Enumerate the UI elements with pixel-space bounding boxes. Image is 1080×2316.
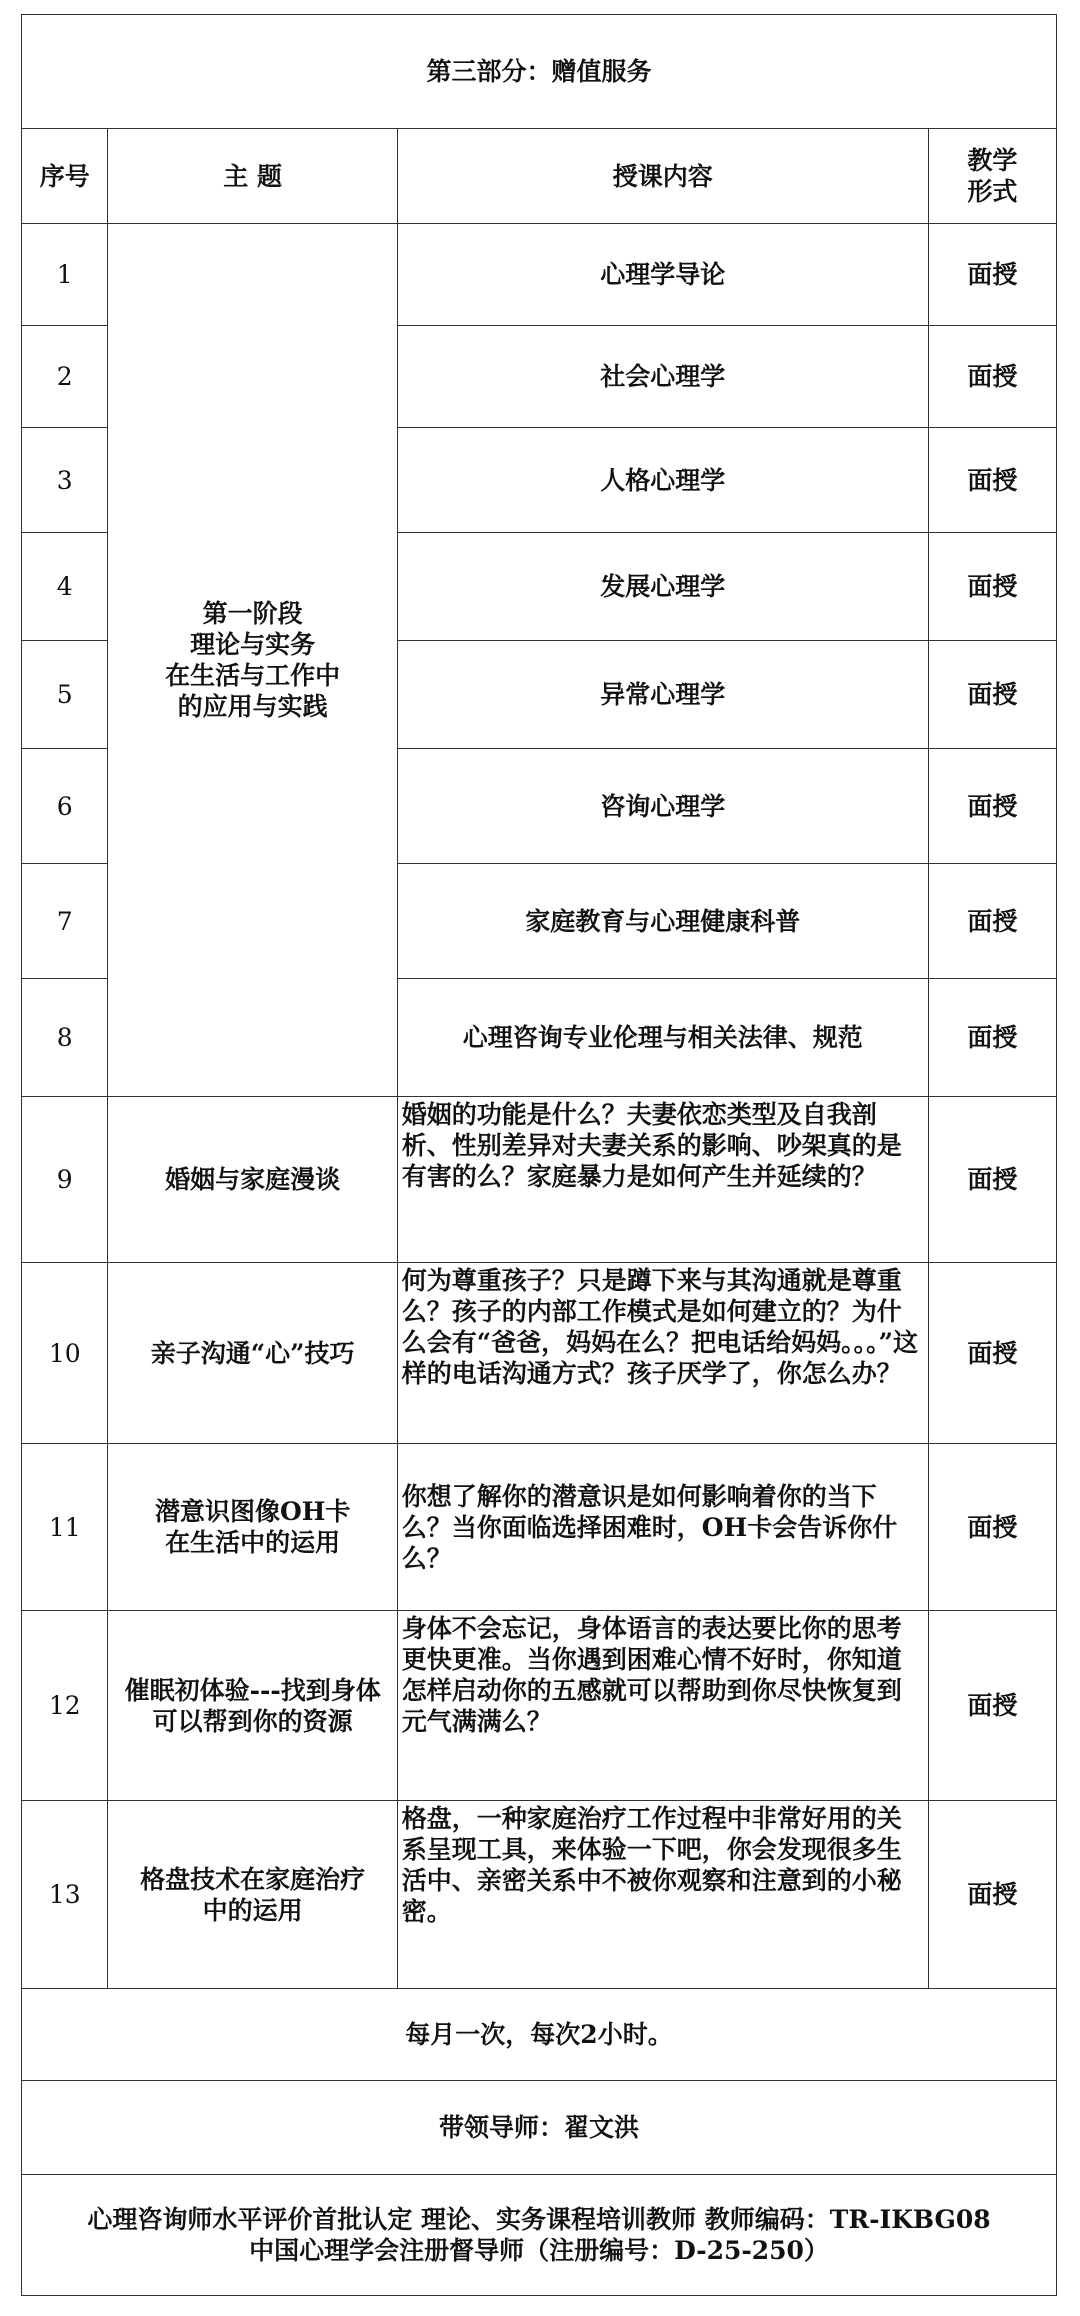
stage-line: 的应用与实践 — [177, 692, 328, 721]
course-table — [21, 14, 1057, 2296]
row-content: 家庭教育与心理健康科普 — [397, 864, 928, 979]
topic-line: 在生活中的运用 — [165, 1528, 341, 1557]
row-topic — [108, 1097, 397, 1263]
row-form: 面授 — [928, 641, 1056, 749]
row-form: 面授 — [928, 979, 1056, 1097]
header-seq: 序号 — [22, 129, 108, 224]
row-form: 面授 — [928, 749, 1056, 864]
row-content: 发展心理学 — [397, 533, 928, 641]
table-row — [22, 1611, 1057, 1801]
row-content: 心理学导论 — [397, 224, 928, 326]
row-topic — [108, 1263, 397, 1444]
table-row — [22, 1801, 1057, 1989]
schedule-note: 每月一次，每次2小时。 — [22, 1989, 1057, 2081]
row-content: 人格心理学 — [397, 428, 928, 533]
row-seq: 2 — [22, 326, 108, 428]
row-content: 何为尊重孩子？只是蹲下来与其沟通就是尊重么？孩子的内部工作模式是如何建立的？为什么会有“爸爸，妈妈在么？把电话给妈妈。。。”这样的电话沟通方式？孩子厌学了，你怎么办？ — [397, 1263, 928, 1444]
topic-line: 亲子沟通“心”技巧 — [150, 1338, 355, 1368]
topic-line: 潜意识图像OH卡 — [154, 1497, 351, 1526]
table-title: 第三部分：赠值服务 — [22, 15, 1057, 129]
row-seq: 13 — [22, 1801, 108, 1989]
row-seq: 1 — [22, 224, 108, 326]
row-topic — [108, 1611, 397, 1801]
row-content: 格盘，一种家庭治疗工作过程中非常好用的关系呈现工具，来体验一下吧，你会发现很多生活中、亲密关系中不被你观察和注意到的小秘密。 — [397, 1801, 928, 1989]
row-form: 面授 — [928, 224, 1056, 326]
header-topic: 主 题 — [108, 129, 397, 224]
row-topic — [108, 1801, 397, 1989]
credential-line: 中国心理学会注册督导师（注册编号：D-25-250） — [249, 2236, 829, 2265]
row-seq: 10 — [22, 1263, 108, 1444]
row-form: 面授 — [928, 428, 1056, 533]
row-form: 面授 — [928, 533, 1056, 641]
table-row — [22, 1444, 1057, 1611]
table-row — [22, 224, 1057, 326]
row-content: 心理咨询专业伦理与相关法律、规范 — [397, 979, 928, 1097]
mentor-name: 带领导师：翟文洪 — [22, 2081, 1057, 2175]
row-form: 面授 — [928, 1801, 1056, 1989]
row-content: 咨询心理学 — [397, 749, 928, 864]
stage-line: 理论与实务 — [190, 630, 316, 659]
row-form: 面授 — [928, 1444, 1056, 1611]
row-form: 面授 — [928, 1097, 1056, 1263]
topic-line: 催眠初体验---找到身体 — [124, 1675, 381, 1705]
stage-line: 第一阶段 — [202, 599, 303, 628]
row-seq: 4 — [22, 533, 108, 641]
row-topic — [108, 1444, 397, 1611]
row-seq: 5 — [22, 641, 108, 749]
topic-line: 格盘技术在家庭治疗 — [140, 1864, 366, 1894]
header-form — [928, 129, 1056, 224]
credential-line: 心理咨询师水平评价首批认定 理论、实务课程培训教师 教师编码：TR-IKBG08 — [87, 2205, 991, 2234]
header-content: 授课内容 — [397, 129, 928, 224]
row-seq: 9 — [22, 1097, 108, 1263]
row-content: 异常心理学 — [397, 641, 928, 749]
row-form: 面授 — [928, 326, 1056, 428]
row-form: 面授 — [928, 1263, 1056, 1444]
header-form-line2: 形式 — [967, 177, 1018, 206]
mentor-credentials — [22, 2175, 1057, 2296]
table-row — [22, 1263, 1057, 1444]
row-seq: 12 — [22, 1611, 108, 1801]
row-content: 身体不会忘记，身体语言的表达要比你的思考更快更准。当你遇到困难心情不好时，你知道怎样启动你的五感就可以帮助到你尽快恢复到元气满满么？ — [397, 1611, 928, 1801]
row-seq: 11 — [22, 1444, 108, 1611]
row-seq: 8 — [22, 979, 108, 1097]
topic-line: 婚姻与家庭漫谈 — [165, 1165, 341, 1194]
header-form-line1: 教学 — [967, 146, 1018, 175]
topic-line: 中的运用 — [202, 1895, 303, 1925]
topic-line: 可以帮到你的资源 — [152, 1706, 353, 1736]
stage-line: 在生活与工作中 — [165, 661, 341, 690]
row-content: 社会心理学 — [397, 326, 928, 428]
row-content: 你想了解你的潜意识是如何影响着你的当下么？当你面临选择困难时，OH卡会告诉你什么？ — [397, 1444, 928, 1611]
row-seq: 6 — [22, 749, 108, 864]
row-form: 面授 — [928, 1611, 1056, 1801]
row-form: 面授 — [928, 864, 1056, 979]
row-seq: 3 — [22, 428, 108, 533]
stage-topic — [108, 224, 397, 1097]
row-seq: 7 — [22, 864, 108, 979]
table-row — [22, 1097, 1057, 1263]
row-content: 婚姻的功能是什么？夫妻依恋类型及自我剖析、性别差异对夫妻关系的影响、吵架真的是有害的么？家庭暴力是如何产生并延续的？ — [397, 1097, 928, 1263]
